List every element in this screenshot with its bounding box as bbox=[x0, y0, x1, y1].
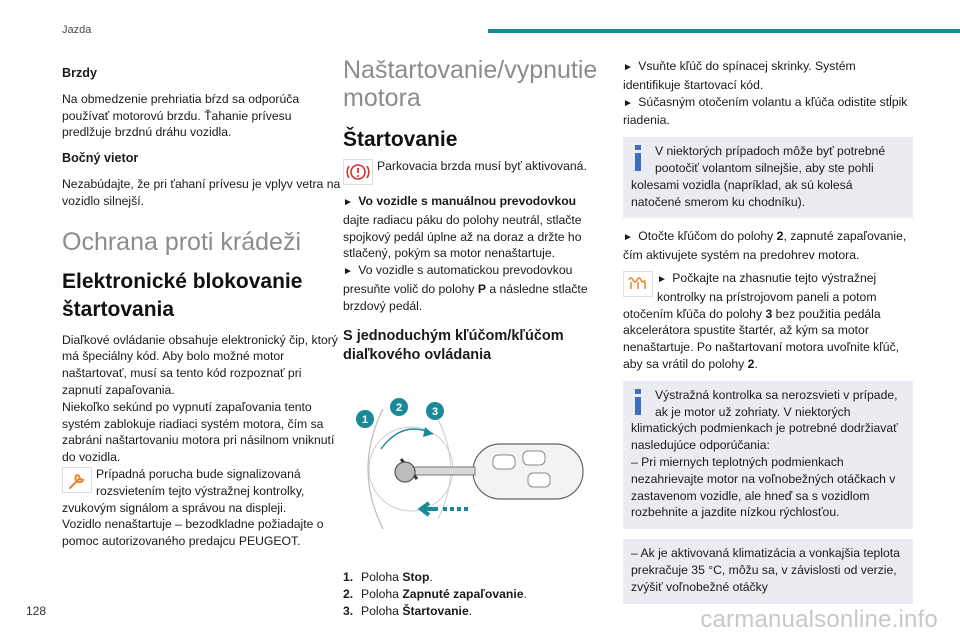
auto-gearbox-p: P bbox=[477, 281, 486, 296]
immobiliser-text-1: Diaľkové ovládanie obsahuje elektronický čip, ktorý má špeciálny kód. Aby bolo možné motor naštartovať, musí sa tento kód rozpoznať pri zapnutí zapaľovania. bbox=[62, 332, 338, 397]
figure-label-3: 3 bbox=[431, 405, 439, 418]
ignition-on-text-a: Otočte kľúčom do polohy bbox=[638, 229, 777, 244]
key-heading: S jednoduchým kľúčom/kľúčom diaľkového ovládania bbox=[343, 327, 564, 363]
info-icon bbox=[631, 389, 645, 415]
preheating-text-a: Počkajte na zhasnutie tejto výstražnej kontrolky na prístrojovom paneli a potom otočením kľúča do polohy bbox=[623, 270, 877, 321]
auto-gearbox-text-b: a následne stlačte brzdový pedál. bbox=[343, 281, 588, 313]
immobiliser-text-4: Vozidlo nenaštartuje – bezodkladne požiadajte o pomoc autorizovaného predajcu PEUGEOT. bbox=[62, 517, 324, 549]
page-number: 128 bbox=[26, 604, 47, 618]
info-climate-text: Výstražná kontrolka sa nerozsvieti v prípade, ak je motor už zohriaty. V niektorých klimatických podmienkach je potrebné dodržiavať nasledujúce odporúčania: bbox=[631, 387, 898, 453]
header-accent-bar bbox=[488, 29, 960, 33]
insert-key-text: Vsuňte kľúč do spínacej skrinky. Systém identifikuje štartovací kód. bbox=[623, 59, 856, 92]
start-position: 3 bbox=[765, 306, 773, 321]
column-right: ► Vsuňte kľúč do spínacej skrinky. Systém identifikuje štartovací kód. ► Súčasným otočením volantu a kľúča odistite stĺpik riadenia. V niektorých prípadoch môže byť potrebné pootočiť volantom silnejšie, aby ste pohli kolesami vozidla (napríklad, ak sú kolesá natočené smerom ku chodníku). ► Otočte kľúčom do polohy 2, zapnuté zapaľovanie, čím aktivujete systém na predohrev motora. ► Počkajte na zhasnutie tejto výstražnej kontrolky na prístrojovom paneli a potom otočením kľúča do polohy 3 bez použitia pedála akcelerátora spustite štartér, až kým sa motor nenaštartuje. Po naštartovaní motora uvoľnite kľúč, aby sa vrátil do polohy 2. Výstražná kontrolka sa nerozsvieti v prípade, ak je motor už zohriaty. V niektorých klimatických podmienkach je potrebné dodržiavať nasledujúce odporúčania: – Pri miernych teplotných podmienkach nezahrievajte motor na voľnobežných otáčkach v zastavenom vozidle, ale hneď sa s vozidlom rozbehnite a jazdite nízkou rýchlosťou. – Ak je aktivovaná klimatizácia a vonkajšia teplota prekračuje 35 °C, môžu sa, v závislosti od verzie, zvýšiť voľnobežné otáčky bbox=[623, 58, 913, 614]
figure-label-2: 2 bbox=[395, 401, 403, 414]
brakes-heading: Brzdy bbox=[62, 66, 97, 80]
watermark: carmanualsonline.info bbox=[700, 606, 938, 633]
info-steering-text: V niektorých prípadoch môže byť potrebné pootočiť volantom silnejšie, aby ste pohli kolesami vozidla (napríklad, ak sú kolesá natočené smerom ku chodníku). bbox=[631, 144, 886, 209]
immobiliser-text-3: Prípadná porucha bude signalizovaná rozsvietením tejto výstražnej kontrolky, zvukovým signálom a správou na displeji. bbox=[62, 466, 305, 515]
info-box-steering bbox=[623, 137, 913, 218]
auto-gearbox-text-a: Vo vozidle s automatickou prevodovkou presuňte volič do polohy bbox=[343, 263, 573, 296]
theft-protection-heading: Ochrana proti krádeži bbox=[62, 227, 302, 256]
preheating-icon bbox=[623, 271, 653, 297]
info-box-climate bbox=[623, 381, 913, 529]
wrench-warning-icon bbox=[62, 467, 92, 493]
legend-item-2: 2. Poloha Zapnuté zapaľovanie. bbox=[343, 587, 527, 602]
legend-item-1: 1. Poloha Stop. bbox=[343, 570, 433, 585]
side-wind-heading: Bočný vietor bbox=[62, 151, 139, 166]
manual-gearbox-text: dajte radiacu páku do polohy neutrál, stlačte spojkový pedál úplne až na doraz a držte ho stlačený, pokým sa motor nenaštartuje. bbox=[343, 212, 582, 261]
info-climate-item: – Pri miernych teplotných podmienkach nezahrievajte motor na voľnobežných otáčkach v zastavenom vozidle, ale hneď sa s vozidlom rozbehnite a jazdite nízkou rýchlosťou. bbox=[631, 454, 896, 520]
column-middle: Naštartovanie/vypnutie motora Štartovanie Parkovacia brzda musí byť aktivovaná. ► Vo vozidle s manuálnou prevodovkou dajte radiacu páku do polohy neutrál, stlačte spojkový pedál úplne až na doraz a držte ho stlačený, pokým sa motor nenaštartuje. ► Vo vozidle s automatickou prevodovkou presuňte volič do polohy P a následne stlačte brzdový pedál. S jednoduchým kľúčom/kľúčom diaľkového ovládania 1 2 3 1. Poloha Stop. 2. Poloha Zapnuté zapaľovanie. 3. Poloha Štartovanie. bbox=[343, 56, 608, 620]
start-stop-heading: Naštartovanie/vypnutie motora bbox=[343, 56, 598, 112]
column-left bbox=[62, 56, 342, 550]
preheating-text-b: bez použitia pedála akcelerátora spustite štartér, až kým sa motor nenaštartuje. Po naštartovaní motora uvoľnite kľúč, aby sa vrátil do polohy bbox=[623, 306, 900, 371]
parking-brake-note: Parkovacia brzda musí byť aktivovaná. bbox=[377, 159, 587, 173]
info-box-aircon bbox=[623, 539, 913, 603]
immobiliser-text-2: Niekoľko sekúnd po vypnutí zapaľovania tento systém zablokuje riadiaci systém motora, čím sa zabráni naštartovaniu motora pri násilnom vniknutí do vozidla. bbox=[62, 399, 335, 465]
immobiliser-heading: Elektronické blokovanie štartovania bbox=[62, 269, 303, 321]
legend-item-3: 3. Poloha Štartovanie. bbox=[343, 603, 473, 618]
unlock-steering-text: Súčasným otočením volantu a kľúča odistite stĺpik riadenia. bbox=[623, 94, 908, 128]
section-title: Jazda bbox=[62, 24, 92, 36]
parking-brake-icon bbox=[343, 159, 373, 185]
ignition-on-position: 2 bbox=[776, 229, 784, 244]
ignition-on-text-b: , zapnuté zapaľovanie, čím aktivujete systém na predohrev motora. bbox=[623, 229, 907, 263]
manual-gearbox-label: Vo vozidle s manuálnou prevodovkou bbox=[358, 194, 577, 208]
ignition-key-figure bbox=[343, 389, 608, 549]
figure-label-1: 1 bbox=[361, 413, 369, 426]
starting-heading: Štartovanie bbox=[343, 128, 458, 151]
brakes-text: Na obmedzenie prehriatia bŕzd sa odporúča používať motorovú brzdu. Ťahanie prívesu predlžuje brzdnú dráhu vozidla. bbox=[62, 91, 300, 140]
side-wind-text: Nezabúdajte, že pri ťahaní prívesu je vplyv vetra na vozidlo silnejší. bbox=[62, 176, 341, 208]
info-aircon-text: – Ak je aktivovaná klimatizácia a vonkajšia teplota prekračuje 35 °C, môžu sa, v závislosti od verzie, zvýšiť voľnobežné otáčky bbox=[631, 546, 900, 594]
info-icon bbox=[631, 145, 645, 171]
return-position: 2 bbox=[747, 356, 755, 371]
